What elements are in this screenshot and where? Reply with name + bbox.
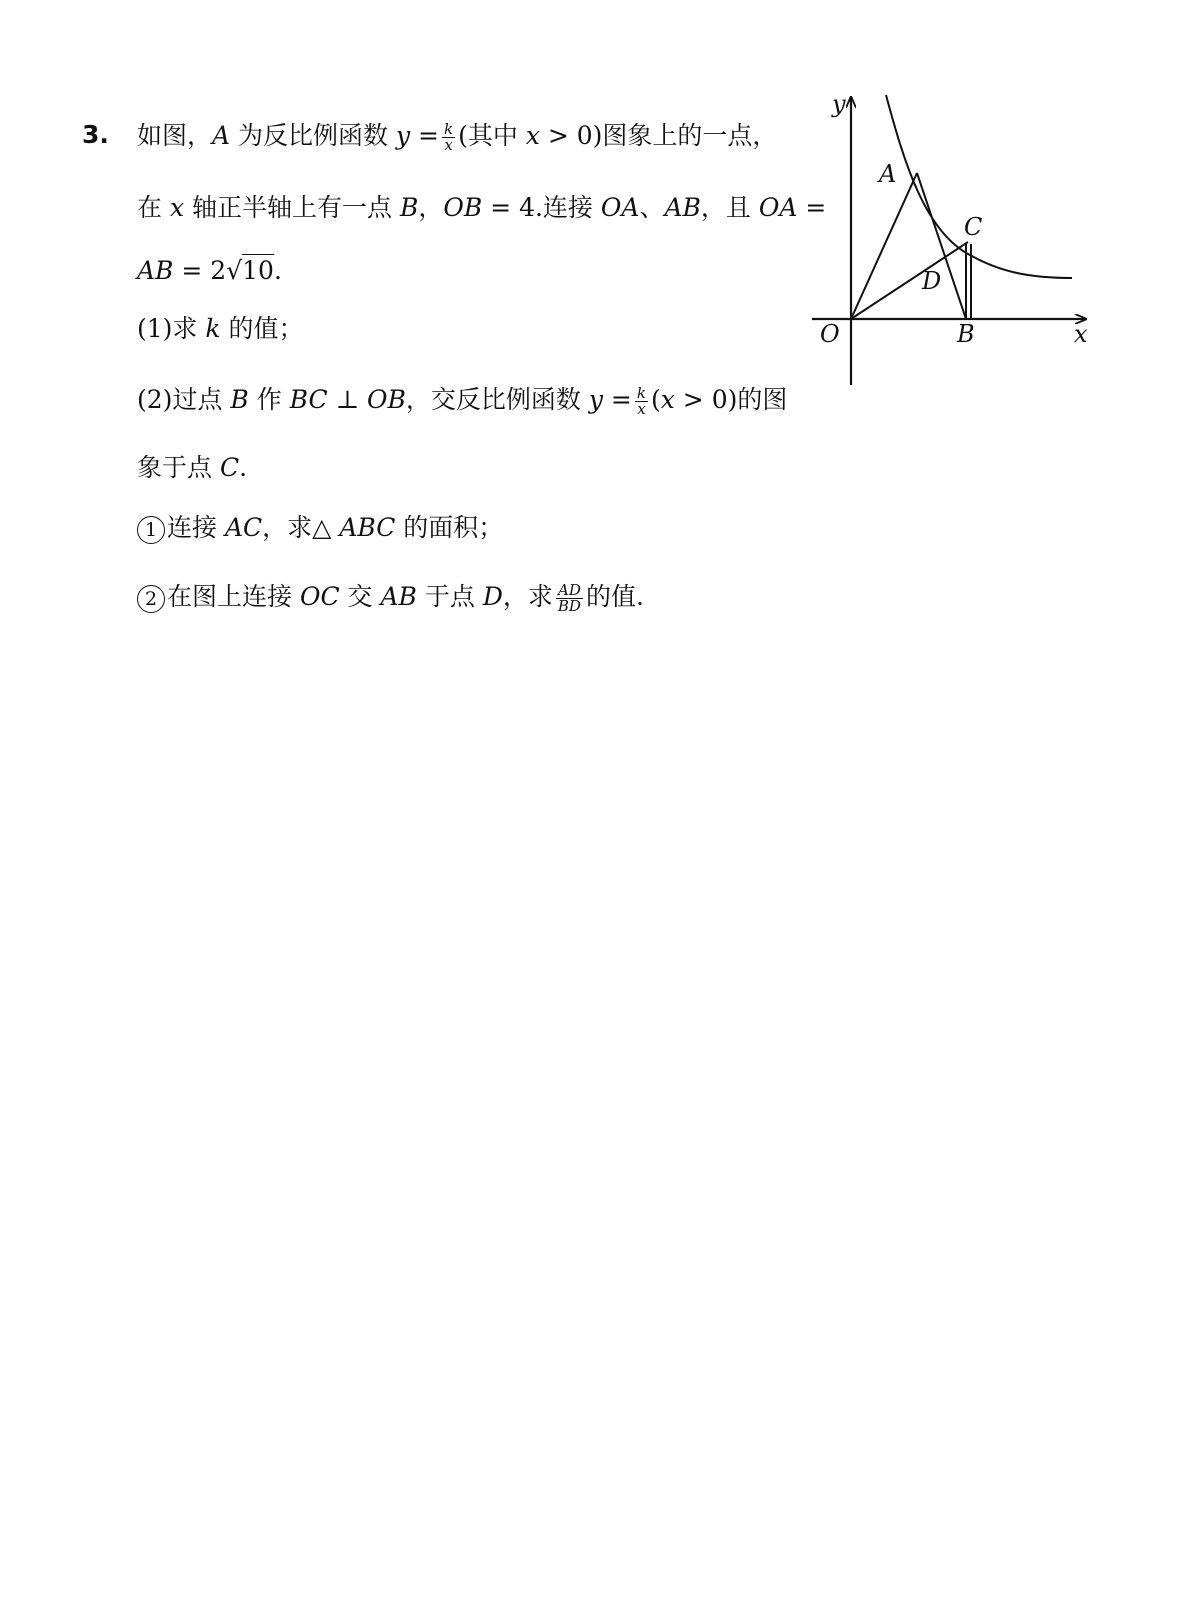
- text: 如图，: [137, 121, 213, 150]
- text: > 0)的图: [674, 385, 788, 414]
- segment-label: AB: [380, 582, 417, 611]
- text: =: [410, 121, 440, 150]
- text: 的面积；: [395, 513, 504, 542]
- segment-ab: [917, 173, 966, 319]
- segment-label: AB: [664, 193, 701, 222]
- part-2-line-2: [137, 452, 247, 484]
- fraction-ad-over-bd: [556, 583, 583, 614]
- text: ，且: [700, 193, 759, 222]
- question-number: 3.: [82, 120, 109, 149]
- sqrt-radicand: 10: [242, 256, 274, 285]
- text: (1)求: [137, 314, 206, 343]
- text: 、: [639, 193, 665, 222]
- segment-label: AB: [137, 256, 174, 285]
- variable: k: [205, 314, 221, 343]
- text: (: [650, 385, 661, 414]
- segment-label: AC: [224, 513, 263, 542]
- text: = 2: [173, 256, 227, 285]
- text: > 0)图象上的一点，: [539, 121, 778, 150]
- point-label: D: [482, 582, 503, 611]
- variable: y: [588, 385, 603, 414]
- geometry-figure: [800, 80, 1100, 400]
- part-2-line-1: [137, 384, 787, 417]
- text: 于点: [416, 582, 483, 611]
- circled-number-1: 1: [137, 516, 165, 544]
- text: 象于点: [137, 453, 220, 482]
- fraction-numerator: k: [636, 384, 646, 402]
- text: 交: [339, 582, 381, 611]
- text: (其中: [458, 121, 526, 150]
- x-axis-label: x: [1074, 320, 1088, 348]
- text: (2)过点: [137, 385, 231, 414]
- point-label: C: [219, 453, 240, 482]
- text: .: [273, 256, 282, 285]
- part-1: [137, 313, 303, 345]
- fraction-denominator: x: [444, 136, 453, 154]
- variable: y: [395, 121, 411, 150]
- text: 连接: [167, 513, 225, 542]
- stem-line-2: [137, 192, 826, 224]
- stem-line-1: [137, 120, 777, 153]
- text: 为反比例函数: [230, 121, 396, 150]
- text: ⊥: [327, 385, 368, 414]
- fraction-denominator: BD: [557, 597, 581, 615]
- text: 的值；: [220, 314, 304, 343]
- point-c-label: C: [964, 213, 983, 241]
- fraction-denominator: x: [637, 400, 646, 418]
- text: ，求: [502, 582, 553, 611]
- triangle-label: ABC: [339, 513, 396, 542]
- segment-label: BC: [289, 385, 328, 414]
- hyperbola-curve: [886, 95, 1072, 278]
- fraction-numerator: AD: [556, 583, 583, 599]
- segment-label: OC: [299, 582, 340, 611]
- segment-label: OA: [758, 193, 798, 222]
- point-label: B: [399, 193, 419, 222]
- text: .: [239, 453, 248, 482]
- variable: x: [660, 385, 675, 414]
- text: 作: [248, 385, 290, 414]
- point-b-label: B: [957, 320, 975, 348]
- y-axis-label: y: [832, 90, 846, 118]
- segment-label: OB: [367, 385, 406, 414]
- point-d-label: D: [922, 267, 942, 295]
- sqrt-symbol: √: [226, 256, 243, 285]
- segment-label: OA: [600, 193, 640, 222]
- variable: x: [525, 121, 540, 150]
- text: ，求△: [262, 513, 340, 542]
- text: ，交反比例函数: [405, 385, 589, 414]
- text: 在图上连接: [167, 582, 300, 611]
- point-a-label: A: [879, 160, 897, 188]
- text: =: [797, 193, 827, 222]
- text: 轴正半轴上有一点: [184, 193, 400, 222]
- fraction-k-over-x: [635, 386, 648, 417]
- point-label: A: [212, 121, 231, 150]
- circled-number-2: 2: [137, 585, 165, 613]
- stem-line-3: [137, 255, 282, 287]
- text: ，: [418, 193, 444, 222]
- sub-question-1: [137, 512, 503, 544]
- fraction-k-over-x: [442, 122, 455, 153]
- sub-question-2: [137, 581, 644, 614]
- text: = 4.连接: [482, 193, 601, 222]
- text: 在: [137, 193, 170, 222]
- text: 的值.: [585, 582, 644, 611]
- fraction-numerator: k: [444, 120, 454, 138]
- segment-label: OB: [443, 193, 483, 222]
- variable: x: [169, 193, 185, 222]
- origin-label: O: [820, 320, 840, 348]
- text: =: [602, 385, 632, 414]
- point-label: B: [230, 385, 249, 414]
